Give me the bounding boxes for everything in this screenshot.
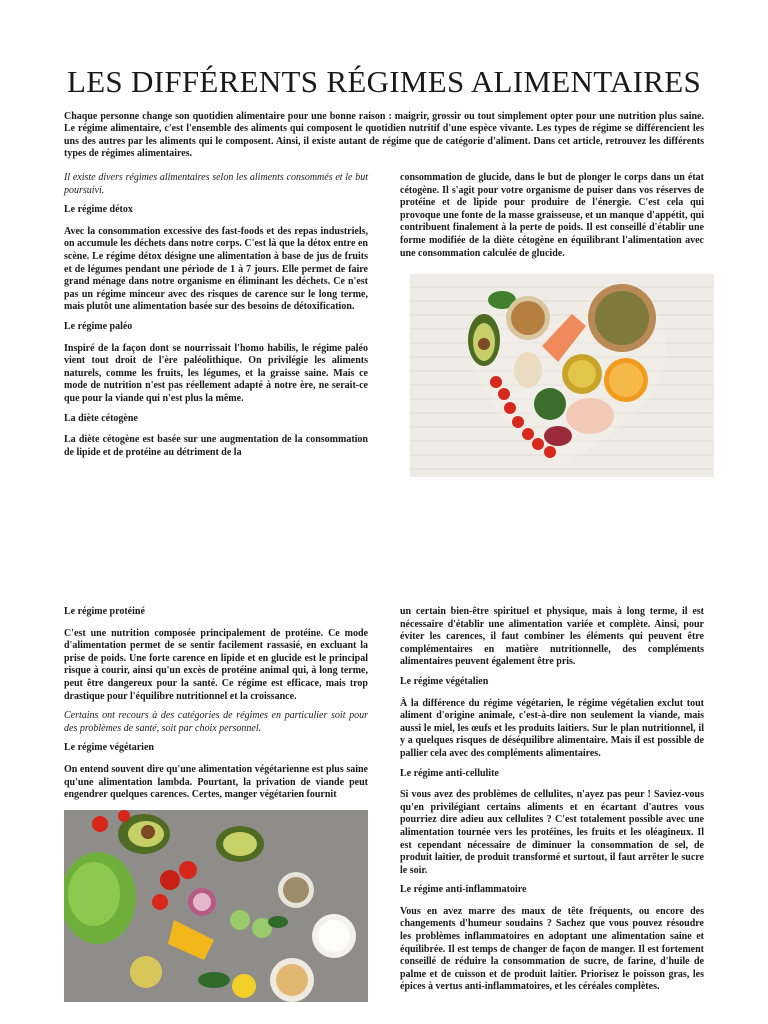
text-keto: La diète cétogène est basée sur une augmentation de la consommation de lipide et de protéine au détriment de la [64,434,368,458]
heading-anti-inflammatory: Le régime anti-inflammatoire [400,884,527,896]
text-protein: C'est une nutrition composée principalement de protéine. Ce mode d'alimentation permet de se sentir facilement rassasié, en excluant la prise de poids. Une forte carence en lipide et en glucide est le principal risque à courir, ainsi qu'un excès de protéine animal qui, à long terme, peut être dangereux pour la santé. Ce régime est efficace, mais trop drastique pour l'équilibre nutritionnel et la croissance. [64,627,368,702]
italic-note: Certains ont recours à des catégories de régimes en particulier soit pour des problèmes de santé, soit par choix personnel. [64,710,368,734]
text-vegetarian: On entend souvent dire qu'une alimentation végétarienne est plus saine qu'une alimentation lambda. Pourtant, la privation de viande peut engendrer quelques carences. Certes, manger végétarien fournit [64,763,368,801]
heading-keto: La diète cétogène [64,412,138,424]
column-top-left [64,172,368,466]
text-anti-cellulite: Si vous avez des problèmes de cellulites, n'ayez pas peur ! Saviez-vous qu'en privilégiant certains aliments et en écartant d'autres vous pourriez dire adieu aux cellulites ? C'est totalement possible avec une alimentation tournée vers les protéines, les fruits et les oléagineux. Il est cependant nécessaire de diminuer la consommation de sel, de produit laitier, de produit transformé et surtout, il faut arrêter le sucre le soir. [400,789,704,876]
text-paleo: Inspiré de la façon dont se nourrissait l'homo habilis, le régime paléo vient tout droit de l'ère paléolithique. On privilégie les aliments naturels, comme les fruits, les légumes, et la graisse saine. Mais ce mode de nutrition n'est pas réellement adapté à notre ère, ne serait-ce que pour la viande qui n'est plus la même. [64,342,368,404]
column-bottom-right [400,606,704,1001]
text-detox: Avec la consommation excessive des fast-foods et des repas industriels, on accumule les déchets dans notre corps. C'est là que la détox entre en scène. Le régime détox désigne une alimentation à base de jus de fruits et de légumes pendant une période de 1 à 7 jours. Elle permet de faire grand ménage dans notre organisme en éliminant les déchets. Ce n'est pas un régime minceur avec des risques de carence sur le long terme, mais plutôt une alimentation basée sur des besoins de détoxification. [64,225,368,313]
text-vegetarian-continued: un certain bien-être spirituel et physique, mais à long terme, il est nécessaire d'établir une alimentation variée et complète. Ainsi, pour éviter les carences, il faut combiner les éléments qui peuvent être complémentaires en matière nutritionnelle, des compléments alimentaires peuvent également être pris. [400,606,704,668]
heart-food-illustration [410,274,714,477]
italic-intro: Il existe divers régimes alimentaires selon les aliments consommés et le but poursuivi. [64,172,368,196]
column-bottom-left [64,606,368,809]
page-title: LES DIFFÉRENTS RÉGIMES ALIMENTAIRES [66,64,702,99]
intro-paragraph: Chaque personne change son quotidien alimentaire pour une bonne raison : maigrir, grossir ou tout simplement opter pour une nutrition plus saine. Le régime alimentaire, c'est l'ensemble des aliments qui composent le quotidien nutritif d'une espèce vivante. Les types de régime se différencient les uns des autres par les aliments qui le composent. Ainsi, il existe autant de régime que de catégorie d'aliment. Dans cet article, retrouvez les différents types de régimes alimentaires. [64,111,704,159]
heading-vegan: Le régime végétalien [400,675,489,687]
column-top-right [400,172,704,267]
heading-vegetarian: Le régime végétarien [64,742,154,754]
heading-protein: Le régime protéiné [64,606,145,617]
heading-paleo: Le régime paléo [64,320,133,332]
heart-food-photo [410,274,714,477]
text-anti-inflammatory: Vous en avez marre des maux de tête fréquents, ou encore des changements d'humeur soudains ? Sachez que vous pouvez résoudre les problèmes inflammatoires en adoptant une alimentation saine et équilibrée. Il est temps de changer de façon de manger. Il est fortement conseillé de réduire la consommation de sucre, de farine, d'huile de palme et de cuisson et de produit laitier. Priorisez le poisson gras, les épices à vertus anti-inflammatoires, et les céréales complètes. [400,905,704,993]
vegetables-photo [64,810,368,1002]
heading-anti-cellulite: Le régime anti-cellulite [400,767,499,779]
heading-detox: Le régime détox [64,204,133,216]
text-vegan: À la différence du régime végétarien, le régime végétalien exclut tout aliment d'origine animale, c'est-à-dire non seulement la viande, mais aussi le miel, les œufs et les produits laitiers. Sur le plan nutritionnel, il y a quelques risques de déséquilibre alimentaire. Mais il est possible de pallier cela avec des compléments alimentaires. [400,697,704,759]
vegetables-illustration [64,810,368,1002]
text-keto-continued: consommation de glucide, dans le but de plonger le corps dans un état cétogène. Il s'agit pour votre organisme de puiser dans vos réserves de protéine et de lipide pour produire de l'énergie. C'est cela qui provoque une fonte de la masse graisseuse, et un manque d'appétit, qui contribuent finalement à la perte de poids. Il est conseillé d'établir une forme modifiée de la diète cétogène en équilibrant l'alimentation avec une consommation calculée de glucide. [400,172,704,259]
